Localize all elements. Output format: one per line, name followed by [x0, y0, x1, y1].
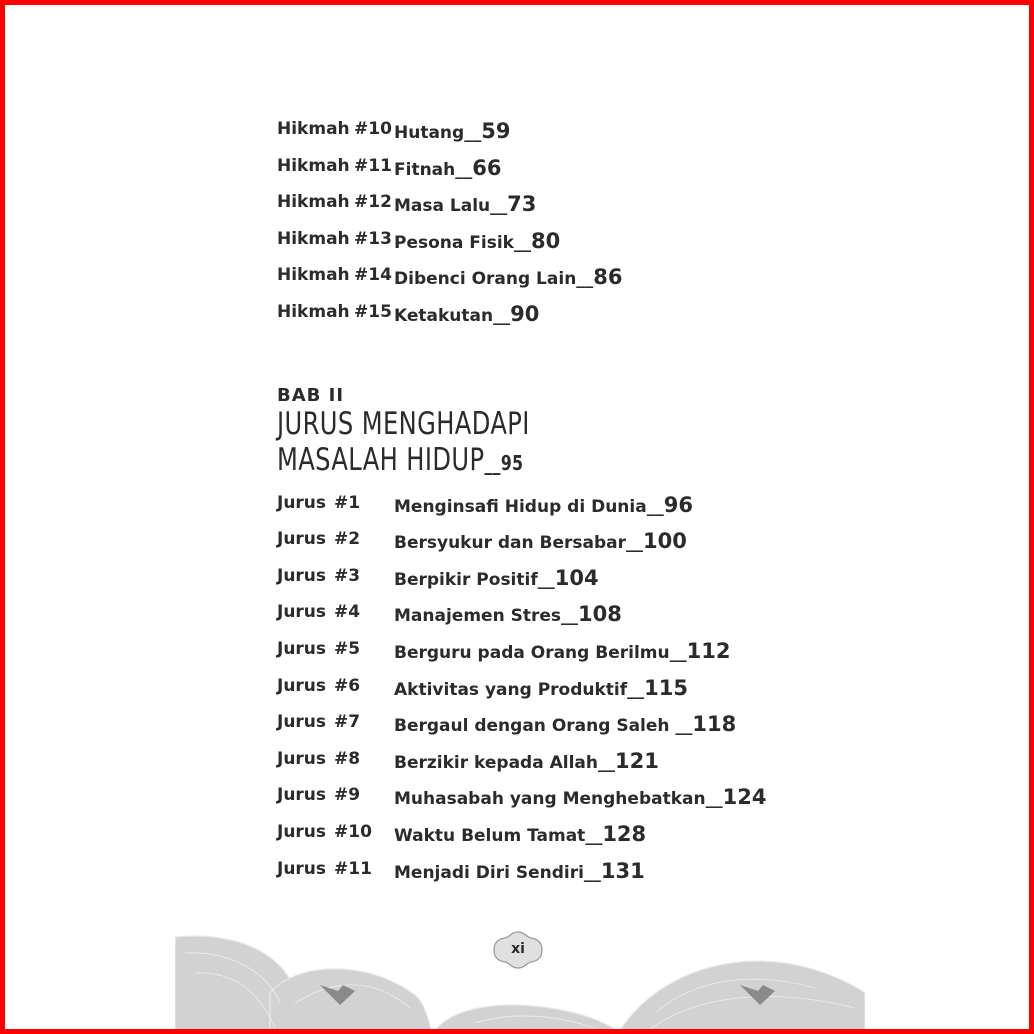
cloud-shape-center: [430, 1005, 625, 1034]
entry-title: Waktu Belum Tamat: [394, 825, 586, 846]
entry-title-group: [394, 493, 693, 517]
entry-page: 118: [692, 712, 737, 737]
entry-separator: __: [705, 789, 723, 810]
entry-number: #5: [334, 638, 361, 659]
entry-label: Hikmah: [277, 192, 350, 213]
entry-label: Jurus: [277, 492, 327, 513]
entry-label: Jurus: [277, 748, 327, 769]
toc-entry[interactable]: [277, 633, 837, 670]
entry-title: Fitnah: [394, 159, 456, 180]
entry-title-group: [394, 229, 560, 253]
entry-page: 124: [722, 785, 767, 810]
entry-title: Menjadi Diri Sendiri: [394, 862, 584, 883]
entry-separator: __: [675, 716, 693, 737]
entry-title-group: [394, 602, 622, 626]
entry-separator: __: [585, 825, 603, 846]
entry-separator: __: [493, 305, 511, 326]
entry-title-group: [394, 639, 730, 663]
entry-label: Jurus: [277, 565, 327, 586]
entry-separator: __: [583, 862, 601, 883]
entry-title: Pesona Fisik: [394, 232, 514, 253]
entry-page: 100: [643, 529, 687, 554]
entry-title-group: [394, 529, 687, 553]
entry-page: 96: [663, 492, 693, 517]
entry-page: 59: [481, 119, 511, 143]
entry-title: Ketakutan: [394, 305, 494, 326]
table-of-contents: [277, 113, 837, 889]
toc-entry[interactable]: [277, 596, 837, 633]
entry-title: Menginsafi Hidup di Dunia: [394, 496, 647, 517]
entry-page: 80: [530, 228, 561, 253]
entry-number: #11: [354, 155, 392, 176]
entry-label: Hikmah: [277, 119, 350, 139]
entry-title: Berguru pada Orang Berilmu: [394, 642, 670, 663]
entry-label: Jurus: [277, 785, 327, 806]
entry-number: #2: [334, 529, 361, 550]
entry-separator: __: [598, 752, 615, 773]
entry-title: Bergaul dengan Orang Saleh: [394, 716, 676, 737]
entry-title-group: [394, 265, 623, 289]
entry-title: Dibenci Orang Lain: [394, 269, 577, 290]
entry-title-group: [394, 119, 510, 143]
toc-entry[interactable]: [277, 560, 837, 597]
entry-number: #15: [354, 301, 392, 322]
entry-page: 108: [578, 602, 622, 627]
chapter-page: 95: [500, 450, 524, 475]
toc-entry[interactable]: [277, 487, 837, 524]
entry-title-group: [394, 156, 501, 180]
jurus-list: [277, 487, 837, 890]
chapter-title-line2: MASALAH HIDUP: [277, 441, 485, 478]
chapter-title-line2-group: [277, 442, 620, 481]
toc-entry[interactable]: [277, 259, 837, 296]
entry-separator: __: [626, 533, 644, 554]
entry-page: 128: [602, 821, 647, 846]
entry-label: Jurus: [277, 675, 327, 696]
entry-separator: __: [464, 123, 482, 143]
toc-entry[interactable]: [277, 779, 837, 816]
toc-entry[interactable]: [277, 853, 837, 890]
hikmah-list: [277, 113, 837, 333]
entry-title-group: [394, 785, 766, 809]
entry-label: Jurus: [277, 712, 327, 733]
entry-separator: __: [627, 679, 645, 700]
entry-number: #6: [334, 675, 361, 696]
entry-number: #9: [334, 785, 361, 806]
entry-title-group: [394, 676, 688, 700]
entry-label: Jurus: [277, 602, 327, 623]
entry-number: #11: [334, 858, 372, 879]
entry-number: #1: [334, 492, 361, 513]
entry-page: 115: [644, 675, 688, 700]
entry-separator: __: [561, 606, 578, 627]
entry-number: #10: [354, 119, 392, 139]
entry-label: Jurus: [277, 821, 327, 842]
cloud-shape-center-left: [270, 969, 433, 1034]
entry-number: #3: [334, 565, 361, 586]
entry-page: 131: [600, 858, 645, 883]
entry-title: Berzikir kepada Allah: [394, 752, 598, 773]
entry-title: Muhasabah yang Menghebatkan: [394, 789, 706, 810]
entry-title: Aktivitas yang Produktif: [394, 679, 628, 700]
entry-title: Manajemen Stres: [394, 606, 561, 627]
entry-title: Berpikir Positif: [394, 569, 538, 590]
chapter-title-line1: JURUS MENGHADAPI: [277, 405, 530, 442]
entry-page: 73: [507, 192, 537, 217]
entry-title: Bersyukur dan Bersabar: [394, 533, 627, 554]
toc-entry[interactable]: [277, 223, 837, 260]
entry-title: Hutang: [394, 123, 465, 143]
toc-entry[interactable]: [277, 743, 837, 780]
entry-title-group: [394, 192, 536, 216]
entry-label: Jurus: [277, 529, 327, 550]
entry-title-group: [394, 822, 646, 846]
entry-page: 66: [472, 155, 502, 180]
entry-label: Hikmah: [277, 301, 350, 322]
entry-number: #14: [354, 265, 392, 286]
chapter-label: BAB II: [277, 384, 345, 406]
entry-separator: __: [576, 269, 594, 290]
entry-separator: __: [513, 232, 531, 253]
entry-separator: __: [537, 569, 555, 590]
toc-entry[interactable]: [277, 523, 837, 560]
entry-number: #10: [334, 821, 372, 842]
toc-entry[interactable]: [277, 816, 837, 853]
toc-entry[interactable]: [277, 296, 837, 333]
toc-entry[interactable]: [277, 113, 837, 150]
entry-number: #4: [334, 602, 361, 623]
entry-title: Masa Lalu: [394, 196, 491, 217]
entry-number: #8: [334, 748, 361, 769]
toc-entry[interactable]: [277, 186, 837, 223]
entry-title-group: [394, 566, 599, 590]
entry-label: Jurus: [277, 858, 327, 879]
entry-label: Hikmah: [277, 155, 350, 176]
entry-label: Jurus: [277, 638, 327, 659]
entry-title-group: [394, 302, 539, 326]
entry-number: #7: [334, 712, 361, 733]
entry-page: 90: [510, 301, 540, 326]
toc-entry[interactable]: [277, 706, 837, 743]
entry-separator: __: [669, 642, 687, 663]
entry-page: 86: [593, 265, 623, 290]
page-number: xi: [511, 941, 525, 957]
toc-entry[interactable]: [277, 150, 837, 187]
entry-title-group: [394, 712, 736, 736]
chapter-separator: __: [484, 450, 501, 475]
chapter-title[interactable]: [277, 406, 620, 481]
entry-number: #13: [354, 228, 392, 249]
toc-entry[interactable]: [277, 670, 837, 707]
entry-title-group: [394, 859, 645, 883]
entry-label: Hikmah: [277, 228, 350, 249]
entry-separator: __: [646, 496, 664, 517]
entry-separator: __: [455, 159, 473, 180]
entry-page: 112: [686, 638, 731, 663]
entry-page: 104: [554, 565, 599, 590]
entry-number: #12: [354, 192, 392, 213]
entry-separator: __: [490, 196, 508, 217]
entry-page: 121: [615, 748, 659, 773]
entry-label: Hikmah: [277, 265, 350, 286]
entry-title-group: [394, 749, 659, 773]
